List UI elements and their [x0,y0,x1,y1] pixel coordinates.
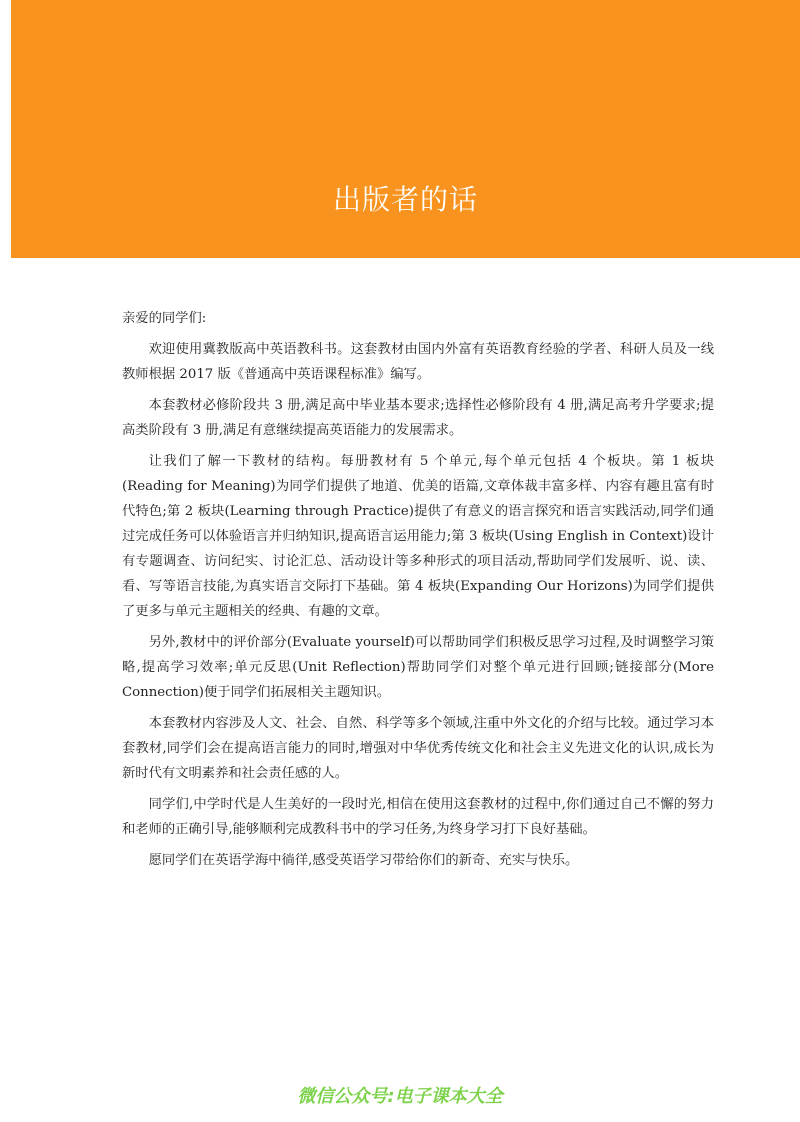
paragraph-closing: 愿同学们在英语学海中徜徉,感受英语学习带给你们的新奇、充实与快乐。 [148,853,579,868]
header-banner [11,0,800,258]
paragraph-structure: 让我们了解一下教材的结构。每册教材有 5 个单元,每个单元包括 4 个板块。第 1 板块(Reading for Meaning)为同学们提供了地道、优美的语篇,文章体裁丰富多样、内容有趣且富有时代特色;第 2 板块(Learning through Practice)提供了有意义的语言探究和语言实践活动,同学们通过完成任务可以体验语言并归纳知识,提高语言运用能力;第 3 板块(Using English in Context)设计有专题调查、访问纪实、讨论汇总、活动设计等多种形式的项目活动,帮助同学们发展听、说、读、看、写等语言技能,为真实语言交际打下基础。第 4 板块(Expanding Our Horizons)为同学们提供了更多与单元主题相关的经典、有趣的文章。 [122,454,714,619]
paragraph-evaluation: 另外,教材中的评价部分(Evaluate yourself)可以帮助同学们积极反思学习过程,及时调整学习策略,提高学习效率;单元反思(Unit Reflection)帮助同学们对整个单元进行回顾;链接部分(More Connection)便于同学们拓展相关主题知识。 [122,635,714,700]
paragraph-encouragement: 同学们,中学时代是人生美好的一段时光,相信在使用这套教材的过程中,你们通过自己不懈的努力和老师的正确引导,能够顺利完成教科书中的学习任务,为终身学习打下良好基础。 [122,797,714,837]
paragraph-welcome: 欢迎使用冀教版高中英语教科书。这套教材由国内外富有英语教育经验的学者、科研人员及一线教师根据 2017 版《普通高中英语课程标准》编写。 [122,342,714,382]
paragraph-volumes: 本套教材必修阶段共 3 册,满足高中毕业基本要求;选择性必修阶段有 4 册,满足高考升学要求;提高类阶段有 3 册,满足有意继续提高英语能力的发展需求。 [122,398,714,438]
letter-body [122,306,714,879]
page-title: 出版者的话 [332,183,478,216]
paragraph-content: 本套教材内容涉及人文、社会、自然、科学等多个领域,注重中外文化的介绍与比较。通过学习本套教材,同学们会在提高语言能力的同时,增强对中华优秀传统文化和社会主义先进文化的认识,成长为新时代有文明素养和社会责任感的人。 [122,716,714,781]
footer-watermark-note: 微信公众号:电子课本大全 [297,1086,503,1107]
salutation: 亲爱的同学们: [122,311,207,326]
